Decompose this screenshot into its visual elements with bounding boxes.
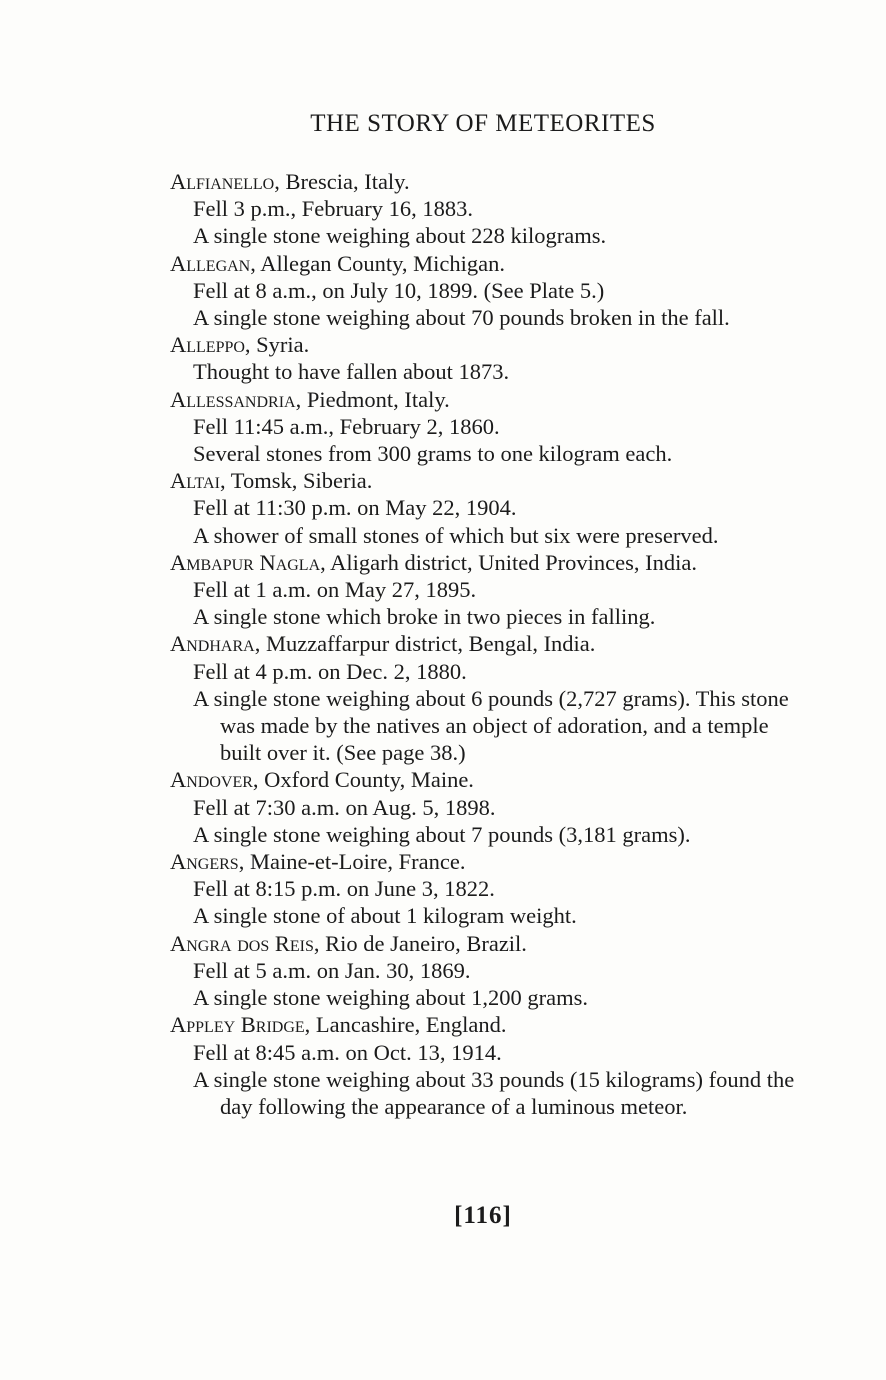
page-number: [116] [454,1202,512,1229]
entry-heading [170,766,810,793]
meteorite-location: , Brescia, Italy. [274,169,410,194]
meteorite-name: Altai [170,468,220,494]
meteorite-location: , Aligarh district, United Provinces, India. [320,549,697,575]
meteorite-name: Angers [170,849,239,875]
entry-heading [170,168,810,195]
meteorite-location: , Tomsk, Siberia. [219,468,373,494]
entry-detail: Fell at 5 a.m. on Jan. 30, 1869. [193,957,471,983]
entry-detail: A single stone weighing about 33 pounds (15 kilograms) found the day following the appearance of a luminous meteor. [193,1066,795,1119]
entry-detail: A shower of small stones of which but six were preserved. [193,522,719,548]
running-head: THE STORY OF METEORITES [310,110,656,137]
entry-detail: Fell at 8:15 p.m. on June 3, 1822. [193,876,495,902]
meteorite-location: , Rio de Janeiro, Brazil. [313,930,527,956]
entry-detail: A single stone which broke in two pieces in falling. [193,604,656,630]
entry-detail: Fell at 1 a.m. on May 27, 1895. [193,577,477,603]
entry-heading [170,467,810,494]
meteorite-location: , Allegan County, Michigan. [250,250,505,276]
entry-heading [170,331,810,358]
meteorite-entry [170,1011,810,1120]
entry-heading [170,250,810,277]
entry-detail: A single stone of about 1 kilogram weight. [193,903,577,929]
meteorite-entry [170,630,810,766]
meteorite-entry [170,848,810,930]
meteorite-entry [170,386,810,468]
entry-heading [170,848,810,875]
entry-detail: A single stone weighing about 228 kilograms. [193,223,607,249]
meteorite-name: Alfianello [170,169,275,194]
meteorite-location: , Maine-et-Loire, France. [238,849,466,875]
entry-detail: Several stones from 300 grams to one kilogram each. [193,441,673,467]
meteorite-entry [170,467,810,549]
entry-detail: A single stone weighing about 1,200 grams. [193,985,588,1011]
meteorite-name: Allegan [170,250,251,276]
entry-heading [170,386,810,413]
meteorite-location: , Syria. [244,332,310,358]
meteorite-location: , Piedmont, Italy. [295,386,450,412]
entry-heading [170,630,810,657]
meteorite-name: Andhara [170,631,255,657]
meteorite-entry [170,549,810,631]
entry-heading [170,1011,810,1038]
meteorite-name: Allessandria [170,386,296,412]
meteorite-entry [170,168,810,250]
entry-heading [170,549,810,576]
entry-detail: Fell at 8 a.m., on July 10, 1899. (See Plate 5.) [193,277,605,303]
entry-detail: Fell at 8:45 a.m. on Oct. 13, 1914. [193,1039,502,1065]
entry-detail: Fell at 4 p.m. on Dec. 2, 1880. [193,658,467,684]
entry-detail: A single stone weighing about 7 pounds (3,181 grams). [193,821,691,847]
meteorite-name: Andover [170,767,253,793]
meteorite-entry [170,250,810,332]
meteorite-entry [170,930,810,1012]
meteorite-name: Alleppo [170,332,245,358]
meteorite-entry-list [170,168,810,1120]
entry-detail: Fell 3 p.m., February 16, 1883. [193,196,473,222]
entry-detail: Thought to have fallen about 1873. [193,359,510,385]
entry-detail: Fell 11:45 a.m., February 2, 1860. [193,413,500,439]
entry-detail: Fell at 11:30 p.m. on May 22, 1904. [193,495,517,521]
meteorite-location: , Oxford County, Maine. [252,767,474,793]
entry-heading [170,930,810,957]
meteorite-entry [170,766,810,848]
meteorite-name: Angra dos Reis [170,930,314,956]
entry-detail: A single stone weighing about 6 pounds (2,727 grams). This stone was made by the natives an object of adoration, and a temple built over it. (See page 38.) [193,685,789,766]
entry-detail: Fell at 7:30 a.m. on Aug. 5, 1898. [193,794,496,820]
meteorite-location: , Muzzaffarpur district, Bengal, India. [254,631,596,657]
entry-detail: A single stone weighing about 70 pounds broken in the fall. [193,305,730,331]
meteorite-entry [170,331,810,385]
meteorite-name: Appley Bridge [170,1012,305,1038]
meteorite-location: , Lancashire, England. [304,1012,507,1038]
meteorite-name: Ambapur Nagla [170,549,321,575]
